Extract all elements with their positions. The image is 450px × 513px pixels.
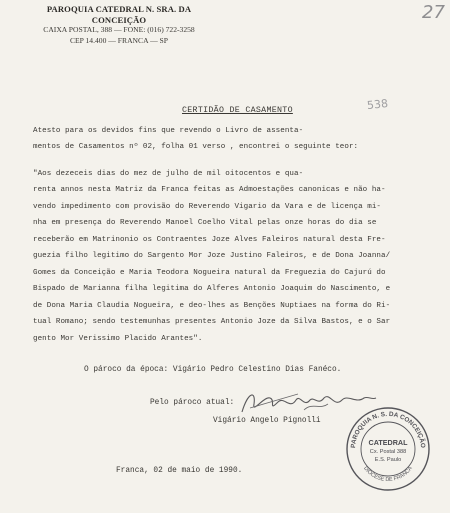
parish-letterhead [24, 4, 214, 46]
letterhead-title: PAROQUIA CATEDRAL N. SRA. DA CONCEIÇÃO [46, 4, 192, 25]
signatory-name: Vigário Angelo Pignolli [213, 417, 321, 425]
former-priest-line: O pároco da época: Vigário Pedro Celestino Dias Fanéco. [84, 366, 342, 374]
body-line: gento Mor Verissimo Placido Arantes". [33, 335, 203, 343]
body-line: de Dona Maria Claudia Nogueira, e deo-lhes as Benções Nuptiaes na forma do Ri- [33, 302, 391, 310]
body-line: mentos de Casamentos nº 02, folha 01 verso , encontrei o seguinte teor: [33, 143, 359, 151]
body-line: guezia filho legitimo do Sargento Mor Joze Justino Faleiros, e de Dona Joanna/ [33, 252, 391, 260]
letterhead-address: CAIXA POSTAL, 388 — FONE: (016) 722-3258 [43, 25, 195, 34]
body-line: vendo impedimento com provisão do Reverendo Vigario da Vara e de licença mi- [33, 203, 381, 211]
seal-center-box: Cx. Postal 388 [369, 449, 407, 455]
seal-center-title: CATEDRAL [368, 438, 408, 447]
body-line: receberão em Matrinonio os Contraentes Joze Alves Faleiros natural desta Fre- [33, 236, 386, 244]
body-line: tual Romano; sendo testemunhas presentes Antonio Joze da Silva Bastos, e o Sar [33, 318, 391, 326]
handwritten-page-number: 27 [422, 2, 445, 23]
document-title: CERTIDÃO DE CASAMENTO [182, 106, 293, 115]
seal-bottom-text: DIOCESE DE FRANCA [362, 465, 414, 484]
current-priest-label: Pelo pároco atual: [150, 399, 235, 407]
parish-seal [345, 406, 431, 492]
svg-text:DIOCESE DE FRANCA [362, 465, 414, 483]
seal-ring-text: PAROQUIA N. S. DA CONCEIÇÃO [349, 410, 427, 449]
date-line: Franca, 02 de maio de 1990. [116, 467, 243, 475]
body-line: Bispado de Marianna filha legitima do Alferes Antonio Joaquim do Nascimento, e [33, 285, 391, 293]
seal-center-state: E.S. Paulo [374, 457, 402, 463]
body-line: Atesto para os devidos fins que revendo o Livro de assenta- [33, 127, 304, 135]
body-line: "Aos dezeceis dias do mez de julho de mil oitocentos e qua- [33, 170, 304, 178]
handwritten-registry-number: 538 [366, 96, 389, 113]
body-line: Gomes da Conceição e Maria Teodora Nogueira natural da Freguezia do Cajurú do [33, 269, 386, 277]
letterhead-city: CEP 14.400 — FRANCA — SP [69, 35, 169, 45]
body-line: nha em presença do Reverendo Manoel Coelho Vital pelas onze horas do dia se [33, 219, 377, 227]
body-line: renta annos nesta Matriz da Franca feitas as Admoestações canonicas e não ha- [33, 186, 386, 194]
